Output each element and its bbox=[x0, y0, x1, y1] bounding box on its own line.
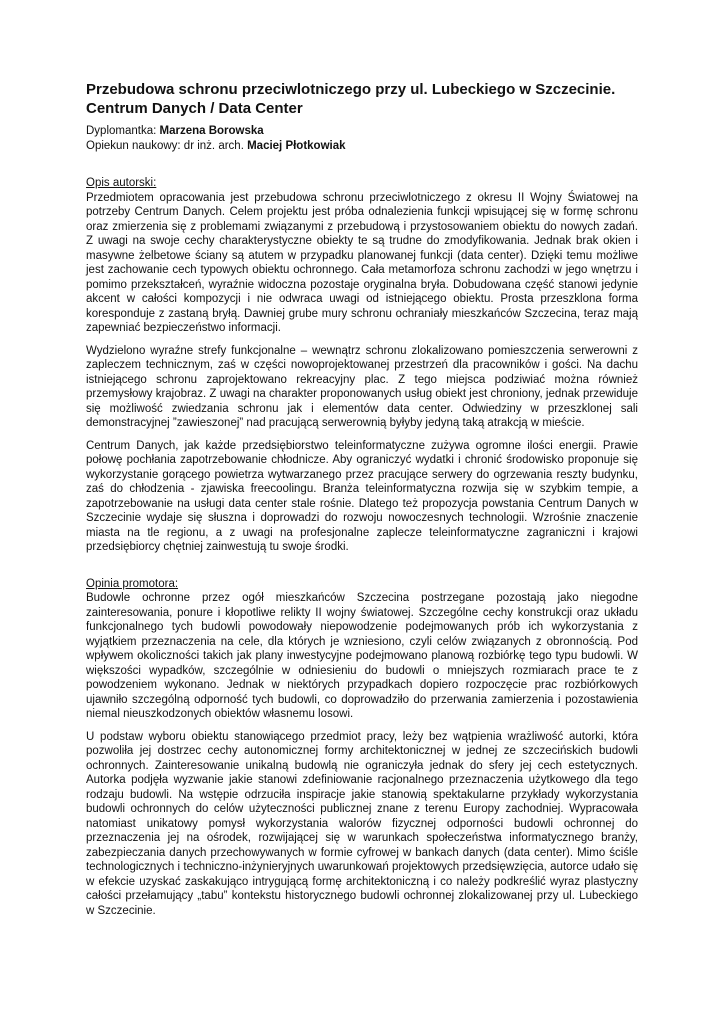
paragraph: Budowle ochronne przez ogół mieszkańców Szczecina postrzegane pozostają jako niegodne zainteresowania, ponure i kłopotliwe relikty II wojny światowej. Szczególne cechy konstrukcji oraz układu funkcjonalnego tych budowli powodowały niepowodzenie podejmowanych prób ich wykorzystania z wyjątkiem przeznaczenia na cele, dla których je wzniesiono, czyli celów związanych z obronnością. Pod wpływem okoliczności takich jak plany inwestycyjne podejmowano planową rozbiórkę tego typu budowli. W większości wypadków, szczególnie w odniesieniu do budowli o mniejszych rozmiarach prace te z powodzeniem wykonano. Jednak w niektórych przypadkach dopiero rozpoczęcie prac rozbiórkowych ujawniło szczególną odporność tych budowli, co doprowadziło do przerwania zamierzenia i pozostawienia niemal nieuszkodzonych obiektów własnemu losowi. bbox=[86, 592, 638, 720]
credits bbox=[86, 124, 638, 154]
paragraph: Centrum Danych, jak każde przedsiębiorstwo teleinformatyczne zużywa ogromne ilości energii. Prawie połowę pochłania zapotrzebowanie chłodnicze. Aby ograniczyć wydatki i chronić środowisko proponuje się wykorzystanie gorącego powietrza wytwarzanego przez pracujące serwery do ogrzewania reszty budynku, zaś do chłodzenia - zjawiska freecoolingu. Branża teleinformatyczna rozwija się w szybkim tempie, a zapotrzebowanie na usługi data center stale rośnie. Dlatego też propozycja powstania Centrum Danych w Szczecinie wydaje się słuszna i doprowadzi do rozwoju nowoczesnych technologii. Wzrośnie znaczenie miasta na tle regionu, a z uwagi na profesjonalne zaplecze teleinformatyczne zagraniczni i krajowi przedsiębiorcy chętniej zainwestują tu swoje środki. bbox=[86, 439, 638, 553]
author-description-section bbox=[86, 176, 638, 555]
section-heading-author: Opis autorski: bbox=[86, 177, 157, 189]
section-heading-promoter: Opinia promotora: bbox=[86, 577, 179, 590]
title-line-2: Centrum Danych / Data Center bbox=[86, 100, 303, 117]
supervisor-line bbox=[86, 139, 638, 154]
author-line bbox=[86, 124, 638, 139]
author-name: Marzena Borowska bbox=[159, 125, 264, 137]
document-title bbox=[86, 80, 638, 118]
paragraph: Przedmiotem opracowania jest przebudowa schronu przeciwlotniczego z okresu II Wojny Światowej na potrzeby Centrum Danych. Celem projektu jest próba odnalezienia funkcji wpisującej się w formę schronu oraz zmierzenia się z problemami związanymi z przebudową i przystosowaniem obiektu do nowych zadań. Z uwagi na swoje cechy charakterystyczne obiekty te są trudne do zmodyfikowania. Jednak brak okien i masywne żelbetowe ściany są atutem w przypadku planowanej funkcji (data center). Dzięki temu możliwe jest zachowanie cech typowych obiektu ochronnego. Cała metamorfoza schronu zachodzi w jego wnętrzu i pomimo przekształceń, wyraźnie widoczna pozostaje oryginalna bryła. Dobudowana część stanowi jedynie akcent w całości kompozycji i nie odwraca uwagi od istniejącego obiektu. Prosta przeszklona forma koresponduje z zastaną bryłą. Dawniej grube mury schronu ochraniały mieszkańców Szczecina, teraz mają zapewniać bezpieczeństwo informacji. bbox=[86, 191, 638, 334]
supervisor-name: Maciej Płotkowiak bbox=[247, 140, 346, 152]
title-line-1: Przebudowa schronu przeciwlotniczego przy ul. Lubeckiego w Szczecinie. bbox=[86, 81, 616, 98]
paragraph: U podstaw wyboru obiektu stanowiącego przedmiot pracy, leży bez wątpienia wrażliwość autorki, która pozwoliła jej dostrzec cechy autonomicznej formy architektonicznej w jednej ze szczecińskich budowli ochronnych. Zainteresowanie unikalną budowlą nie ograniczyła jednak do sfery jej cech estetycznych. Autorka podjęła wyzwanie jakie stanowi zdefiniowanie racjonalnego przeznaczenia użytkowego dla tego rodzaju budowli. Na wstępie odrzuciła inspiracje jakie stanowią spektakularne przykłady wykorzystania budowli ochronnych do celów użyteczności publicznej znane z terenu Europy zachodniej. Wypracowała natomiast unikatowy pomysł wykorzystania walorów fizycznej odporności budowli ochronnej do przeznaczenia jej na ośrodek, rozwijającej się w warunkach społeczeństwa informatycznego branży, zabezpieczania danych przechowywanych w formie cyfrowej w bankach danych (data center). Mimo ściśle technologicznych i techniczno-inżynieryjnych uwarunkowań projektowych przedsięwzięcia, autorce udało się w efekcie uzyskać zaskakująco intrygującą formę architektoniczną i co należy podkreślić wyraz plastyczny całości przełamujący „tabu” kontekstu historycznego budowli ochronnej zlokalizowanej przy ul. Lubeckiego w Szczecinie. bbox=[86, 730, 638, 917]
promoter-opinion-section bbox=[86, 577, 638, 919]
document-page bbox=[86, 80, 638, 926]
author-label: Dyplomantka: bbox=[86, 125, 160, 137]
supervisor-label: Opiekun naukowy: dr inż. arch. bbox=[86, 140, 248, 152]
paragraph: Wydzielono wyraźne strefy funkcjonalne – wewnątrz schronu zlokalizowano pomieszczenia serwerowni z zapleczem technicznym, zaś w części nowoprojektowanej przestrzeń dla pracowników i gości. Na dachu istniejącego schronu zaprojektowano rekreacyjny plac. Z tego miejsca podziwiać można również przemysłowy krajobraz. Z uwagi na charakter proponowanych usług obiekt jest chroniony, jednak przewiduje się możliwość zwiedzania schronu jak i elementów data center. Odwiedziny w przeszklonej sali demonstracyjnej ”zawieszonej” nad pracującą serwerownią byłyby jedyną taką atrakcją w mieście. bbox=[86, 344, 638, 429]
